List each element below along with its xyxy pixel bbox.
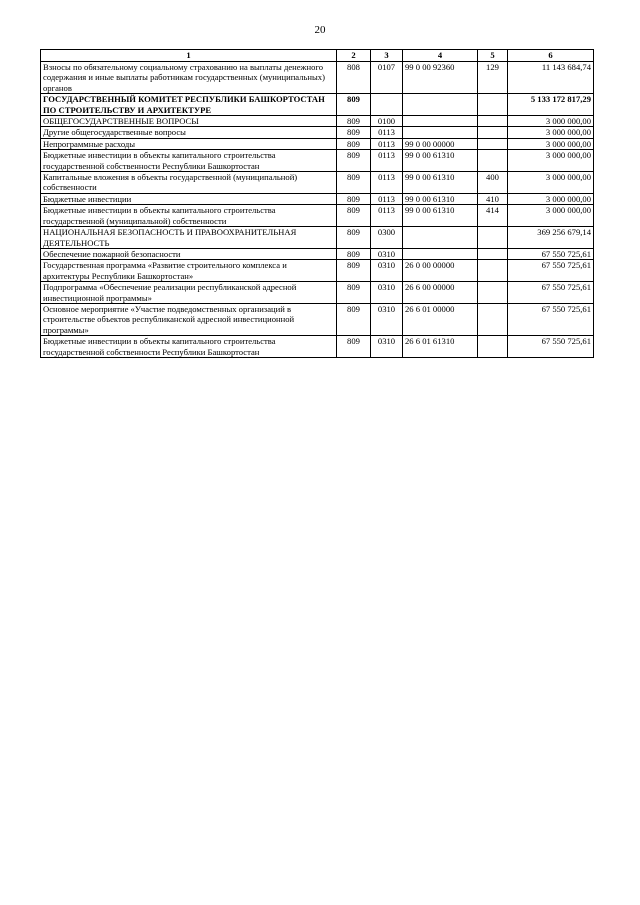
target-article-cell: 26 6 01 61310 [403, 336, 478, 358]
amount-cell: 67 550 725,61 [508, 336, 594, 358]
target-article-cell: 26 6 01 00000 [403, 303, 478, 335]
ministry-code-cell: 809 [337, 336, 371, 358]
ministry-code-cell: 809 [337, 150, 371, 172]
expense-type-cell [478, 303, 508, 335]
section-code-cell: 0310 [371, 260, 403, 282]
ministry-code-cell: 809 [337, 205, 371, 227]
expense-type-cell [478, 116, 508, 127]
target-article-cell: 99 0 00 61310 [403, 172, 478, 194]
expense-type-cell: 129 [478, 62, 508, 94]
amount-cell: 67 550 725,61 [508, 303, 594, 335]
header-col-3: 3 [371, 50, 403, 62]
description-cell: Другие общегосударственные вопросы [41, 127, 337, 138]
description-cell: ГОСУДАРСТВЕННЫЙ КОМИТЕТ РЕСПУБЛИКИ БАШКОРТОСТАН ПО СТРОИТЕЛЬСТВУ И АРХИТЕКТУРЕ [41, 94, 337, 116]
section-code-cell: 0113 [371, 127, 403, 138]
amount-cell: 3 000 000,00 [508, 127, 594, 138]
expense-type-cell [478, 282, 508, 304]
section-code-cell: 0310 [371, 282, 403, 304]
expense-type-cell [478, 248, 508, 259]
table-row [41, 205, 594, 227]
section-code-cell [371, 94, 403, 116]
amount-cell: 3 000 000,00 [508, 205, 594, 227]
section-code-cell: 0310 [371, 336, 403, 358]
table-row [41, 282, 594, 304]
section-code-cell: 0113 [371, 172, 403, 194]
expense-type-cell [478, 227, 508, 249]
header-col-6: 6 [508, 50, 594, 62]
header-col-1: 1 [41, 50, 337, 62]
table-row [41, 150, 594, 172]
target-article-cell: 26 6 00 00000 [403, 282, 478, 304]
budget-table [40, 49, 594, 358]
section-code-cell: 0310 [371, 248, 403, 259]
ministry-code-cell: 809 [337, 260, 371, 282]
target-article-cell: 99 0 00 00000 [403, 138, 478, 149]
table-header-row [41, 50, 594, 62]
ministry-code-cell: 809 [337, 227, 371, 249]
table-row [41, 260, 594, 282]
page-number: 20 [314, 24, 326, 36]
expense-type-cell [478, 138, 508, 149]
ministry-code-cell: 809 [337, 138, 371, 149]
table-row [41, 336, 594, 358]
description-cell: ОБЩЕГОСУДАРСТВЕННЫЕ ВОПРОСЫ [41, 116, 337, 127]
section-code-cell: 0310 [371, 303, 403, 335]
target-article-cell [403, 127, 478, 138]
table-row [41, 248, 594, 259]
amount-cell: 5 133 172 817,29 [508, 94, 594, 116]
ministry-code-cell: 809 [337, 248, 371, 259]
table-row [41, 62, 594, 94]
target-article-cell [403, 116, 478, 127]
amount-cell: 67 550 725,61 [508, 282, 594, 304]
description-cell: Обеспечение пожарной безопасности [41, 248, 337, 259]
amount-cell: 3 000 000,00 [508, 172, 594, 194]
description-cell: Капитальные вложения в объекты государственной (муниципальной) собственности [41, 172, 337, 194]
table-row [41, 227, 594, 249]
target-article-cell: 99 0 00 61310 [403, 193, 478, 204]
description-cell: Подпрограмма «Обеспечение реализации республиканской адресной инвестиционной программы» [41, 282, 337, 304]
description-cell: Непрограммные расходы [41, 138, 337, 149]
target-article-cell: 99 0 00 92360 [403, 62, 478, 94]
table-row [41, 116, 594, 127]
table-row [41, 127, 594, 138]
header-col-5: 5 [478, 50, 508, 62]
expense-type-cell: 414 [478, 205, 508, 227]
target-article-cell [403, 248, 478, 259]
ministry-code-cell: 809 [337, 172, 371, 194]
amount-cell: 11 143 684,74 [508, 62, 594, 94]
amount-cell: 3 000 000,00 [508, 150, 594, 172]
table-row [41, 303, 594, 335]
section-code-cell: 0300 [371, 227, 403, 249]
ministry-code-cell: 809 [337, 127, 371, 138]
table-row [41, 138, 594, 149]
expense-type-cell: 400 [478, 172, 508, 194]
amount-cell: 3 000 000,00 [508, 138, 594, 149]
section-code-cell: 0100 [371, 116, 403, 127]
section-code-cell: 0113 [371, 205, 403, 227]
table-body [41, 62, 594, 358]
section-code-cell: 0113 [371, 193, 403, 204]
ministry-code-cell: 808 [337, 62, 371, 94]
description-cell: Бюджетные инвестиции в объекты капитального строительства государственной (муниципальной) собственности [41, 205, 337, 227]
ministry-code-cell: 809 [337, 303, 371, 335]
expense-type-cell [478, 260, 508, 282]
target-article-cell: 99 0 00 61310 [403, 150, 478, 172]
amount-cell: 3 000 000,00 [508, 116, 594, 127]
header-col-4: 4 [403, 50, 478, 62]
description-cell: Бюджетные инвестиции в объекты капитального строительства государственной собственности Республики Башкортостан [41, 336, 337, 358]
ministry-code-cell: 809 [337, 282, 371, 304]
table-row [41, 193, 594, 204]
ministry-code-cell: 809 [337, 193, 371, 204]
expense-type-cell [478, 127, 508, 138]
section-code-cell: 0113 [371, 138, 403, 149]
table-row [41, 94, 594, 116]
expense-type-cell: 410 [478, 193, 508, 204]
target-article-cell [403, 94, 478, 116]
target-article-cell: 26 0 00 00000 [403, 260, 478, 282]
description-cell: Бюджетные инвестиции [41, 193, 337, 204]
target-article-cell: 99 0 00 61310 [403, 205, 478, 227]
amount-cell: 369 256 679,14 [508, 227, 594, 249]
amount-cell: 3 000 000,00 [508, 193, 594, 204]
description-cell: Основное мероприятие «Участие подведомственных организаций в строительстве объектов республиканской адресной инвестиционной программы» [41, 303, 337, 335]
ministry-code-cell: 809 [337, 116, 371, 127]
ministry-code-cell: 809 [337, 94, 371, 116]
target-article-cell [403, 227, 478, 249]
section-code-cell: 0113 [371, 150, 403, 172]
expense-type-cell [478, 336, 508, 358]
description-cell: НАЦИОНАЛЬНАЯ БЕЗОПАСНОСТЬ И ПРАВООХРАНИТЕЛЬНАЯ ДЕЯТЕЛЬНОСТЬ [41, 227, 337, 249]
header-col-2: 2 [337, 50, 371, 62]
expense-type-cell [478, 94, 508, 116]
amount-cell: 67 550 725,61 [508, 248, 594, 259]
section-code-cell: 0107 [371, 62, 403, 94]
description-cell: Взносы по обязательному социальному страхованию на выплаты денежного содержания и иные выплаты работникам государственных (муниципальных) органов [41, 62, 337, 94]
expense-type-cell [478, 150, 508, 172]
table-row [41, 172, 594, 194]
description-cell: Бюджетные инвестиции в объекты капитального строительства государственной собственности Республики Башкортостан [41, 150, 337, 172]
description-cell: Государственная программа «Развитие строительного комплекса и архитектуры Республики Башкортостан» [41, 260, 337, 282]
amount-cell: 67 550 725,61 [508, 260, 594, 282]
